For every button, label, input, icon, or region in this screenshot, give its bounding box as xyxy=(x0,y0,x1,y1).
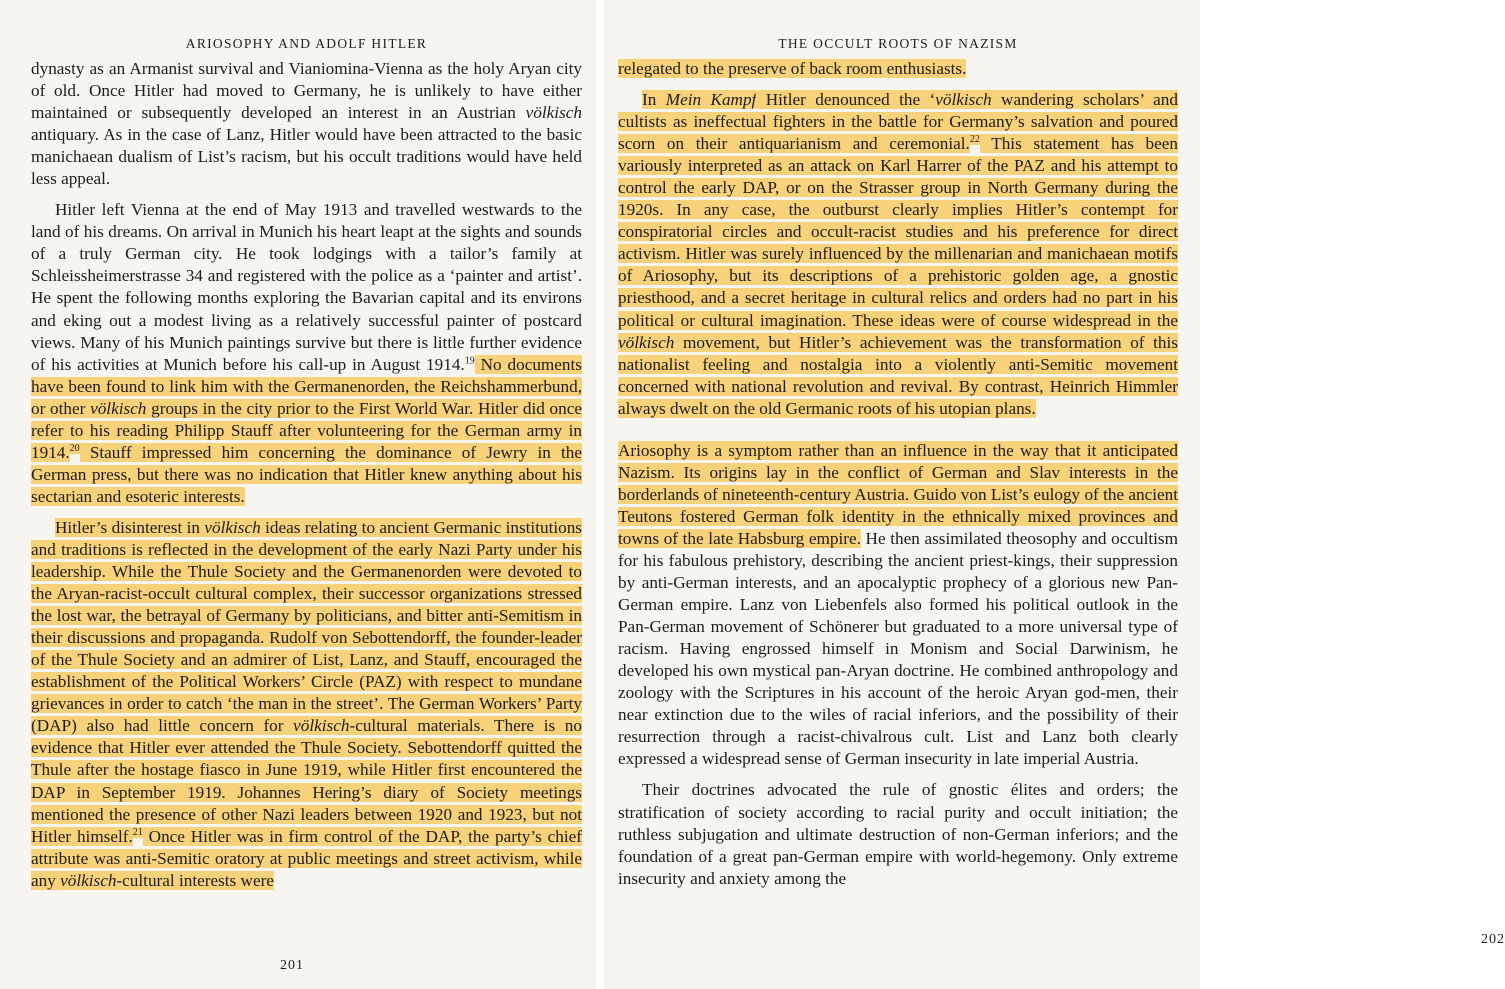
highlighted-text: Ariosophy is a symptom rather than an influence in the way that it anticipated Nazism. Its origins lay in the conflict of German and Slav interests in the borderlands of nineteenth-century Austria. Guido von List’s eulogy of the ancient Teutons fostered German folk identity in the ethnically mixed provinces and towns of the late Habsburg empire. xyxy=(618,440,1178,548)
paragraph xyxy=(618,58,1178,80)
text-run: Hitler left Vienna at the end of May 1913 and travelled westwards to the land of his dreams. On arrival in Munich his heart leapt at the sights and sounds of a truly German city. He took lodgings with a tailor’s family at Schleissheimerstrasse 34 and registered with the police as a ‘painter and artist’. He spent the following months exploring the Bavarian capital and its environs and eking out a modest living as a relatively successful painter of postcard views. Many of his Munich paintings survive but there is little further evidence of his activities at Munich before his call-up in August 1914. xyxy=(31,200,582,374)
highlighted-text: movement, but Hitler’s achievement was the transformation of this nationalist feeling and nostalgia into a violently anti-Semitic movement concerned with national revolution and revival. By contrast, Heinrich Himmler always dwelt on the old Germanic roots of his utopian plans. xyxy=(618,332,1178,418)
highlighted-text: Hitler denounced the ‘ xyxy=(756,90,936,110)
highlighted-text: wandering scholars’ and cultists as ineffectual fighters in the battle for Germany’s salvation and poured scorn on their antiquarianism and ceremonial. xyxy=(618,90,1178,154)
text-run: He then assimilated theosophy and occultism for his fabulous prehistory, describing the ancient priest-kings, their suppression by anti-German interests, and an apocalyptic prophecy of a glorious new Pan-German empire. Lanz von Liebenfels also formed his political outlook in the Pan-German movement of Schönerer but graduated to a more universal type of racism. Having engrossed himself in Monism and Social Darwinism, he developed his own mystical pan-Aryan doctrine. He combined anthropology and zoology with the Scriptures in his account of the heroic Aryan god-men, their near extinction due to the wiles of racial inferiors, and the possibility of their resurrection through a racist-chivalrous cult. List and Lanz both clearly expressed a widespread sense of German insecurity in late imperial Austria. xyxy=(618,528,1178,769)
left-page xyxy=(0,0,596,989)
paragraph-gap xyxy=(618,770,1178,779)
highlighted-text: This statement has been variously interpreted as an attack on Karl Harrer of the PAZ and his attempt to control the early DAP, or on the Strasser group in North Germany during the 1920s. In any case, the outburst clearly implies Hitler’s contempt for conspiratorial circles and occult-racist studies and his preference for direct activism. Hitler was surely influenced by the millenarian and manichaean motifs of Ariosophy, but its descriptions of a prehistoric golden age, a gnostic priesthood, and a secret heritage in cultural relics and orders had no part in his political or cultural imagination. These ideas were of course widespread in the xyxy=(618,134,1178,330)
highlighted-text: -cultural interests were xyxy=(116,870,274,890)
highlighted-text: Stauff impressed him concerning the dominance of Jewry in the German press, but there was no indication that Hitler knew anything about his sectarian and esoteric interests. xyxy=(31,442,582,506)
paragraph xyxy=(31,58,582,190)
highlighted-text: groups in the city prior to the First World War. Hitler did once refer to his reading Philipp Stauff after volunteering for the German army in 1914. xyxy=(31,398,582,462)
text-run: Their doctrines advocated the rule of gnostic élites and orders; the stratification of society according to racial purity and occult initiation; the ruthless subjugation and ultimate destruction of non-German inferiors; and the foundation of a great pan-German empire with world-hegemony. Only extreme insecurity and anxiety among the xyxy=(618,780,1178,888)
page-gutter xyxy=(596,0,604,989)
text-run: antiquary. As in the case of Lanz, Hitler would have been attracted to the basic manichaean dualism of List’s racism, but his occult traditions would have held less appeal. xyxy=(31,125,582,189)
highlighted-text: völkisch xyxy=(204,517,261,537)
highlighted-text: völkisch xyxy=(618,332,675,352)
paragraph xyxy=(31,199,582,508)
left-page-number: 201 xyxy=(280,958,304,973)
right-page xyxy=(604,0,1505,989)
highlighted-text: relegated to the preserve of back room enthusiasts. xyxy=(618,59,967,78)
highlighted-text: völkisch xyxy=(293,716,350,736)
paragraph-gap xyxy=(31,508,582,517)
paragraph xyxy=(618,779,1178,889)
highlighted-text: völkisch xyxy=(90,398,147,418)
text-run: dynasty as an Armanist survival and Vianiomina-Vienna as the holy Aryan city of old. Once Hitler had moved to Germany, he is unlikely to have either maintained or subsequently developed an interest in an Austrian xyxy=(31,59,582,123)
footnote-ref: 21 xyxy=(132,826,143,838)
paragraph xyxy=(618,440,1178,771)
right-page-number: 202 xyxy=(1481,932,1505,947)
paragraph-gap xyxy=(618,420,1178,440)
highlighted-text: Mein Kampf xyxy=(665,90,757,110)
highlighted-text: No documents have been found to link him with the Germanenorden, the Reichshammerbund, or other xyxy=(31,354,582,418)
highlighted-text: In xyxy=(642,90,666,110)
footnote-ref: 20 xyxy=(69,443,80,455)
right-page-body xyxy=(618,58,1178,890)
highlighted-text: völkisch xyxy=(935,90,992,110)
paragraph xyxy=(618,89,1178,420)
highlighted-text: ideas relating to ancient Germanic institutions and traditions is reflected in the development of the early Nazi Party under his leadership. While the Thule Society and the Germanenorden were devoted to the Aryan-racist-occult cultural complex, their successor organizations stressed the lost war, the betrayal of Germany by politicians, and bitter anti-Semitism in their discussions and propaganda. Rudolf von Sebottendorff, the founder-leader of the Thule Society and an admirer of List, Lanz, and Stauff, encouraged the establishment of the Political Workers’ Circle (PAZ) with respect to mundane grievances in order to catch ‘the man in the street’. The German Workers’ Party (DAP) also had little concern for xyxy=(31,517,582,736)
highlighted-text: Once Hitler was in firm control of the DAP, the party’s chief attribute was anti-Semitic oratory at public meetings and street activism, while any xyxy=(31,826,582,890)
text-run: völkisch xyxy=(525,103,582,123)
paragraph-gap xyxy=(618,80,1178,89)
right-running-head: THE OCCULT ROOTS OF NAZISM xyxy=(778,36,1018,51)
highlighted-text: völkisch xyxy=(60,870,117,890)
paragraph-gap xyxy=(31,190,582,199)
footnote-ref: 19 xyxy=(464,354,475,366)
left-page-body xyxy=(31,58,582,892)
highlighted-text: -cultural materials. There is no evidence that Hitler ever attended the Thule Society. Sebottendorff quitted the Thule after the hostage fiasco in June 1919, while Hitler first encountered the DAP in September 1919. Johannes Hering’s diary of Society meetings mentioned the presence of other Nazi leaders between 1920 and 1923, but not Hitler himself. xyxy=(31,716,582,846)
footnote-ref: 22 xyxy=(969,134,980,146)
highlighted-text: Hitler’s disinterest in xyxy=(55,517,205,537)
left-running-head: ARIOSOPHY AND ADOLF HITLER xyxy=(185,36,428,51)
paragraph xyxy=(31,517,582,892)
